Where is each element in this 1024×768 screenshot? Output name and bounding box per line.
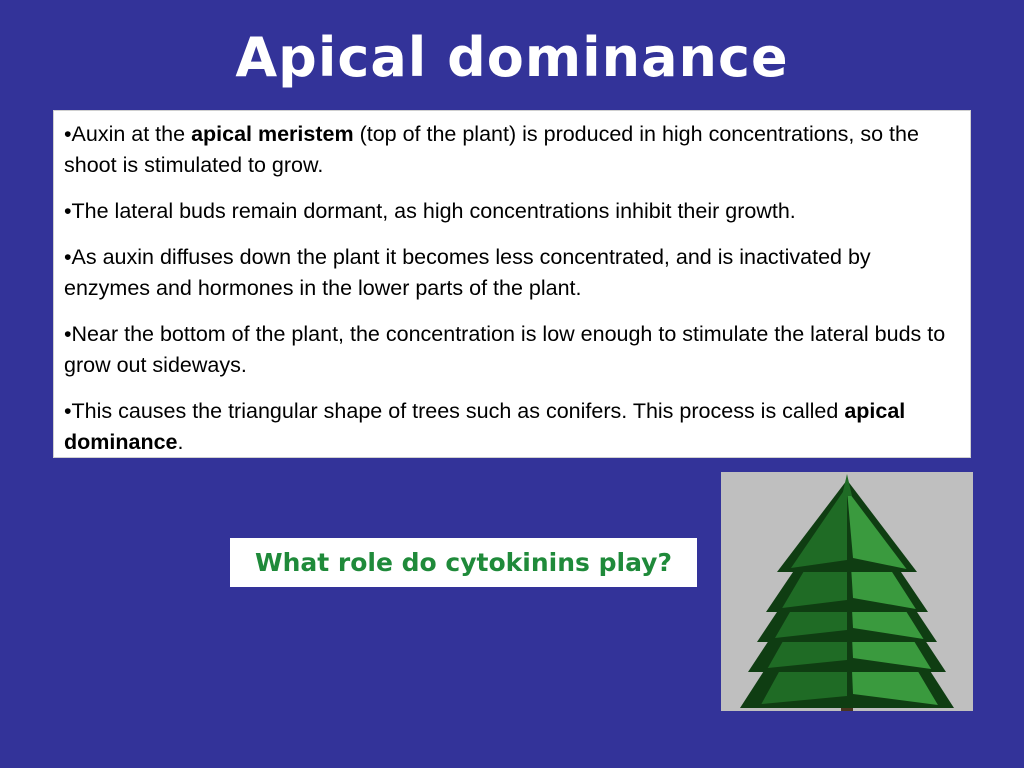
bullet-text-box	[53, 110, 971, 458]
bullet-text: •This causes the triangular shape of trees such as conifers. This process is called	[64, 399, 845, 423]
bullet-text: •Near the bottom of the plant, the concentration is low enough to stimulate the lateral buds to grow out sideways.	[64, 322, 946, 377]
bullet-text: .	[177, 430, 184, 454]
bullet-text: •Auxin at the	[64, 122, 192, 146]
bullet-text: (top of the plant) is produced in high concentrations, so the shoot is stimulated to grow.	[64, 122, 919, 177]
conifer-tree-icon	[721, 472, 973, 711]
bullet-triangular-shape	[64, 396, 960, 458]
bullet-auxin-diffusion	[64, 242, 960, 304]
bullet-bold-term: apical dominance	[64, 399, 906, 454]
bullet-bold-term: apical meristem	[191, 122, 354, 146]
bullet-text: •As auxin diffuses down the plant it becomes less concentrated, and is inactivated by enzymes and hormones in the lower parts of the plant.	[64, 245, 871, 300]
conifer-tree-image	[721, 472, 973, 711]
bullet-low-concentration	[64, 319, 960, 381]
bullet-text: •The lateral buds remain dormant, as high concentrations inhibit their growth.	[64, 199, 796, 223]
bullet-auxin-production	[64, 119, 960, 181]
question-text: What role do cytokinins play?	[255, 548, 672, 577]
slide-title: Apical dominance	[235, 26, 789, 89]
question-box	[230, 538, 697, 587]
bullet-lateral-buds	[64, 196, 960, 227]
